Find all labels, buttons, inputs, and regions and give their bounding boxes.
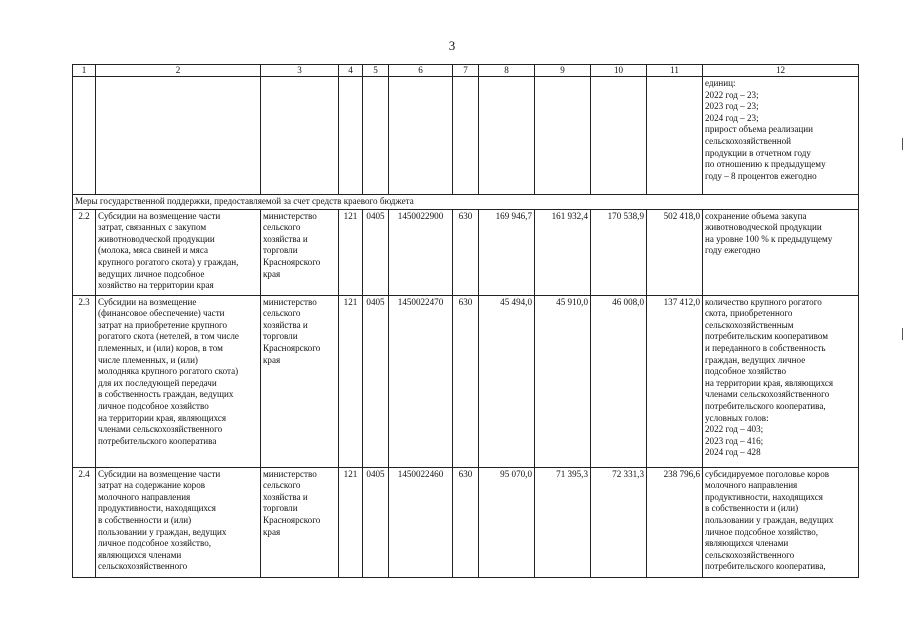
- cell-amount-2022: 169 946,7: [479, 209, 535, 295]
- text-line: количество крупного рогатого: [705, 296, 822, 307]
- text-line: в собственности и (или): [98, 514, 192, 525]
- cell-amount-2024: 170 538,9: [591, 209, 647, 295]
- text-line: 2024 год – 23;: [705, 112, 759, 123]
- text-line: хозяйства и: [263, 233, 308, 244]
- cell-csr: 1450022900: [389, 209, 453, 295]
- text-line: сельскохозяйственного: [705, 549, 795, 560]
- cell-amount-total: 502 418,0: [647, 209, 703, 295]
- text-line: условных голов:: [705, 412, 769, 423]
- text-line: 2023 год – 23;: [705, 101, 759, 112]
- cell-csr: 1450022470: [389, 295, 453, 467]
- text-line: личное подсобное хозяйство,: [705, 526, 819, 537]
- cell-amount-2024: 46 008,0: [591, 295, 647, 467]
- text-line: хозяйства и: [263, 491, 308, 502]
- text-line: сохранение объема закупа: [705, 210, 807, 221]
- text-line: числе племенных, и (или): [98, 354, 198, 365]
- cell-rzpr: 0405: [363, 295, 389, 467]
- executor: [261, 209, 339, 295]
- text-line: пользовании у граждан, ведущих: [98, 526, 227, 537]
- text-line: скота, приобретенного: [705, 308, 793, 319]
- column-number-cell: 1: [73, 65, 96, 77]
- text-line: являющихся членами: [98, 549, 182, 560]
- text-line: в собственности и (или): [705, 503, 799, 514]
- budget-measures-table: [72, 64, 859, 578]
- cell-grbs: 121: [339, 209, 363, 295]
- text-line: сельского: [263, 222, 301, 233]
- text-line: торговли: [263, 503, 298, 514]
- text-line: по отношению к предыдущему: [705, 159, 826, 170]
- cell-vr: 630: [453, 467, 479, 577]
- text-line: 2022 год – 403;: [705, 424, 764, 435]
- text-line: края: [263, 526, 281, 537]
- text-line: затрат, связанных с закупом: [98, 222, 207, 233]
- text-line: крупного рогатого скота) у граждан,: [98, 256, 239, 267]
- section-row: [73, 195, 859, 210]
- text-line: министерство: [263, 210, 317, 221]
- text-line: личное подсобное хозяйство,: [98, 538, 212, 549]
- text-line: сельскохозяйственной: [705, 135, 792, 146]
- cell-amount-2023: 161 932,4: [535, 209, 591, 295]
- text-line: на территории края, являющихся: [98, 412, 227, 423]
- text-line: на уровне 100 % к предыдущему: [705, 233, 833, 244]
- cell-amount-2023: 45 910,0: [535, 295, 591, 467]
- text-line: граждан, ведущих личное: [705, 354, 806, 365]
- text-line: продуктивности, находящихся: [98, 503, 216, 514]
- column-number-cell: 4: [339, 65, 363, 77]
- text-line: потребительского кооператива: [98, 435, 217, 446]
- text-line: году ежегодно: [705, 245, 761, 256]
- text-line: животноводческой продукции: [705, 222, 822, 233]
- text-line: 2022 год – 23;: [705, 89, 759, 100]
- result-cell: [703, 77, 859, 195]
- column-number-cell: 12: [703, 65, 859, 77]
- text-line: затрат на приобретение крупного: [98, 319, 228, 330]
- text-line: в собственность граждан, ведущих: [98, 389, 234, 400]
- text-line: сельского: [263, 308, 301, 319]
- cell-vr: 630: [453, 295, 479, 467]
- text-line: Субсидии на возмещение части: [98, 468, 221, 479]
- column-number-row: [73, 65, 859, 77]
- text-line: сельскохозяйственного: [98, 561, 188, 572]
- table-row: [73, 295, 859, 467]
- text-line: личное подсобное хозяйство: [98, 400, 209, 411]
- row-number: 2.3: [73, 295, 96, 467]
- text-line: и переданного в собственность: [705, 342, 826, 353]
- text-line: подсобное хозяйство: [705, 366, 786, 377]
- column-number-cell: 7: [453, 65, 479, 77]
- result-cell: [703, 467, 859, 577]
- text-line: пользовании у граждан, ведущих: [705, 514, 834, 525]
- text-line: потребительским кооперативом: [705, 331, 829, 342]
- continuation-row: [73, 77, 859, 195]
- text-line: субсидируемое поголовье коров: [705, 468, 830, 479]
- cell-vr: 630: [453, 209, 479, 295]
- text-line: Красноярского: [263, 256, 321, 267]
- text-line: Субсидии на возмещение части: [98, 210, 221, 221]
- text-line: молочного направления: [98, 491, 191, 502]
- cell-amount-2023: 71 395,3: [535, 467, 591, 577]
- text-line: для их последующей передачи: [98, 377, 217, 388]
- text-line: потребительского кооператива,: [705, 400, 826, 411]
- column-number-cell: 3: [261, 65, 339, 77]
- text-line: единиц:: [705, 78, 736, 88]
- row-number: 2.4: [73, 467, 96, 577]
- text-line: племенных, и (или) коров, в том: [98, 342, 223, 353]
- text-line: 2024 год – 428: [705, 447, 761, 458]
- text-line: рогатого скота (нетелей, в том числе: [98, 331, 239, 342]
- text-line: ведущих личное подсобное: [98, 268, 205, 279]
- text-line: министерство: [263, 296, 317, 307]
- text-line: молочного направления: [705, 480, 798, 491]
- text-line: продукции в отчетном году: [705, 147, 811, 158]
- cell-amount-total: 137 412,0: [647, 295, 703, 467]
- text-line: сельского: [263, 480, 301, 491]
- text-line: молодняка крупного рогатого скота): [98, 366, 239, 377]
- cell-amount-total: 238 796,6: [647, 467, 703, 577]
- cell-grbs: 121: [339, 295, 363, 467]
- row-number: 2.2: [73, 209, 96, 295]
- page-number: 3: [448, 38, 456, 53]
- text-line: хозяйства и: [263, 319, 308, 330]
- text-line: края: [263, 268, 281, 279]
- section-title: Меры государственной поддержки, предоставляемой за счет средств краевого бюджета: [73, 195, 859, 210]
- text-line: торговли: [263, 245, 298, 256]
- table-row: [73, 209, 859, 295]
- cell-amount-2022: 95 070,0: [479, 467, 535, 577]
- text-line: 2023 год – 416;: [705, 435, 764, 446]
- text-line: (молока, мяса свиней и мяса: [98, 245, 209, 256]
- text-line: членами сельскохозяйственного: [98, 424, 223, 435]
- cell-rzpr: 0405: [363, 467, 389, 577]
- text-line: министерство: [263, 468, 317, 479]
- margin-mark: [902, 328, 903, 340]
- text-line: году – 8 процентов ежегодно: [705, 170, 817, 181]
- text-line: потребительского кооператива,: [705, 561, 826, 572]
- cell-grbs: 121: [339, 467, 363, 577]
- margin-mark: [902, 138, 903, 150]
- text-line: затрат на содержание коров: [98, 480, 206, 491]
- text-line: Красноярского: [263, 514, 321, 525]
- cell-csr: 1450022460: [389, 467, 453, 577]
- column-number-cell: 10: [591, 65, 647, 77]
- text-line: прирост объема реализации: [705, 124, 814, 135]
- text-line: продуктивности, находящихся: [705, 491, 823, 502]
- cell-amount-2024: 72 331,3: [591, 467, 647, 577]
- text-line: сельскохозяйственным: [705, 319, 794, 330]
- cell-rzpr: 0405: [363, 209, 389, 295]
- text-line: торговли: [263, 331, 298, 342]
- column-number-cell: 5: [363, 65, 389, 77]
- measure-name: [96, 467, 261, 577]
- measure-name: [96, 209, 261, 295]
- measure-name: [96, 295, 261, 467]
- column-number-cell: 2: [96, 65, 261, 77]
- cell-amount-2022: 45 494,0: [479, 295, 535, 467]
- text-line: членами сельскохозяйственного: [705, 389, 830, 400]
- result-cell: [703, 295, 859, 467]
- executor: [261, 295, 339, 467]
- text-line: хозяйство на территории края: [98, 280, 214, 291]
- result-cell: [703, 209, 859, 295]
- column-number-cell: 6: [389, 65, 453, 77]
- executor: [261, 467, 339, 577]
- table-row: [73, 467, 859, 577]
- column-number-cell: 9: [535, 65, 591, 77]
- text-line: Субсидии на возмещение: [98, 296, 197, 307]
- text-line: на территории края, являющихся: [705, 377, 834, 388]
- text-line: животноводческой продукции: [98, 233, 215, 244]
- text-line: Красноярского: [263, 342, 321, 353]
- column-number-cell: 8: [479, 65, 535, 77]
- text-line: являющихся членами: [705, 538, 789, 549]
- text-line: (финансовое обеспечение) части: [98, 308, 225, 319]
- column-number-cell: 11: [647, 65, 703, 77]
- text-line: края: [263, 354, 281, 365]
